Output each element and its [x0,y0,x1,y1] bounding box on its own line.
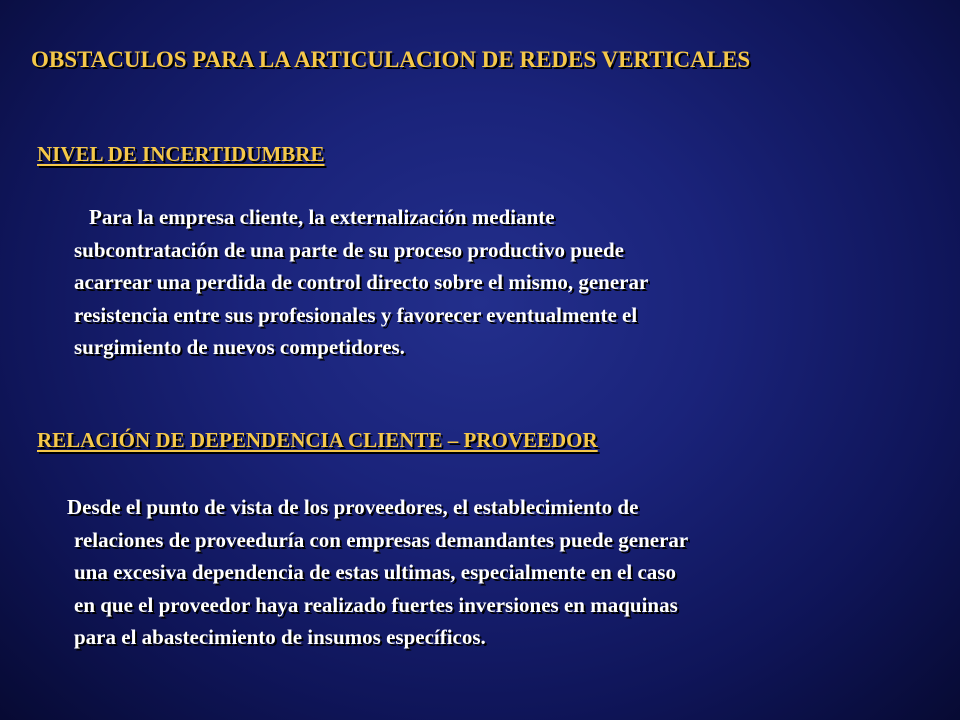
section-heading-uncertainty: NIVEL DE INCERTIDUMBRE [37,142,325,166]
paragraph-line: subcontratación de una parte de su proceso productivo puede [74,237,624,262]
paragraph-line: resistencia entre sus profesionales y favorecer eventualmente el [74,302,638,327]
paragraph-line: una excesiva dependencia de estas ultimas, especialmente en el caso [74,560,676,585]
paragraph-line: relaciones de proveeduría con empresas demandantes puede generar [74,527,689,552]
paragraph-line: acarrear una perdida de control directo sobre el mismo, generar [74,270,649,295]
paragraph-line: surgimiento de nuevos competidores. [74,335,405,360]
section-paragraph-uncertainty [74,201,934,364]
paragraph-line: para el abastecimiento de insumos específicos. [74,625,486,650]
section-heading-dependency: RELACIÓN DE DEPENDENCIA CLIENTE – PROVEEDOR [37,428,598,452]
slide-title: OBSTACULOS PARA LA ARTICULACION DE REDES VERTICALES [31,47,751,72]
paragraph-line: en que el proveedor haya realizado fuertes inversiones en maquinas [74,592,678,617]
paragraph-line: Desde el punto de vista de los proveedores, el establecimiento de [67,495,639,519]
paragraph-line: Para la empresa cliente, la externalización mediante [89,205,555,229]
section-paragraph-dependency [67,491,934,654]
